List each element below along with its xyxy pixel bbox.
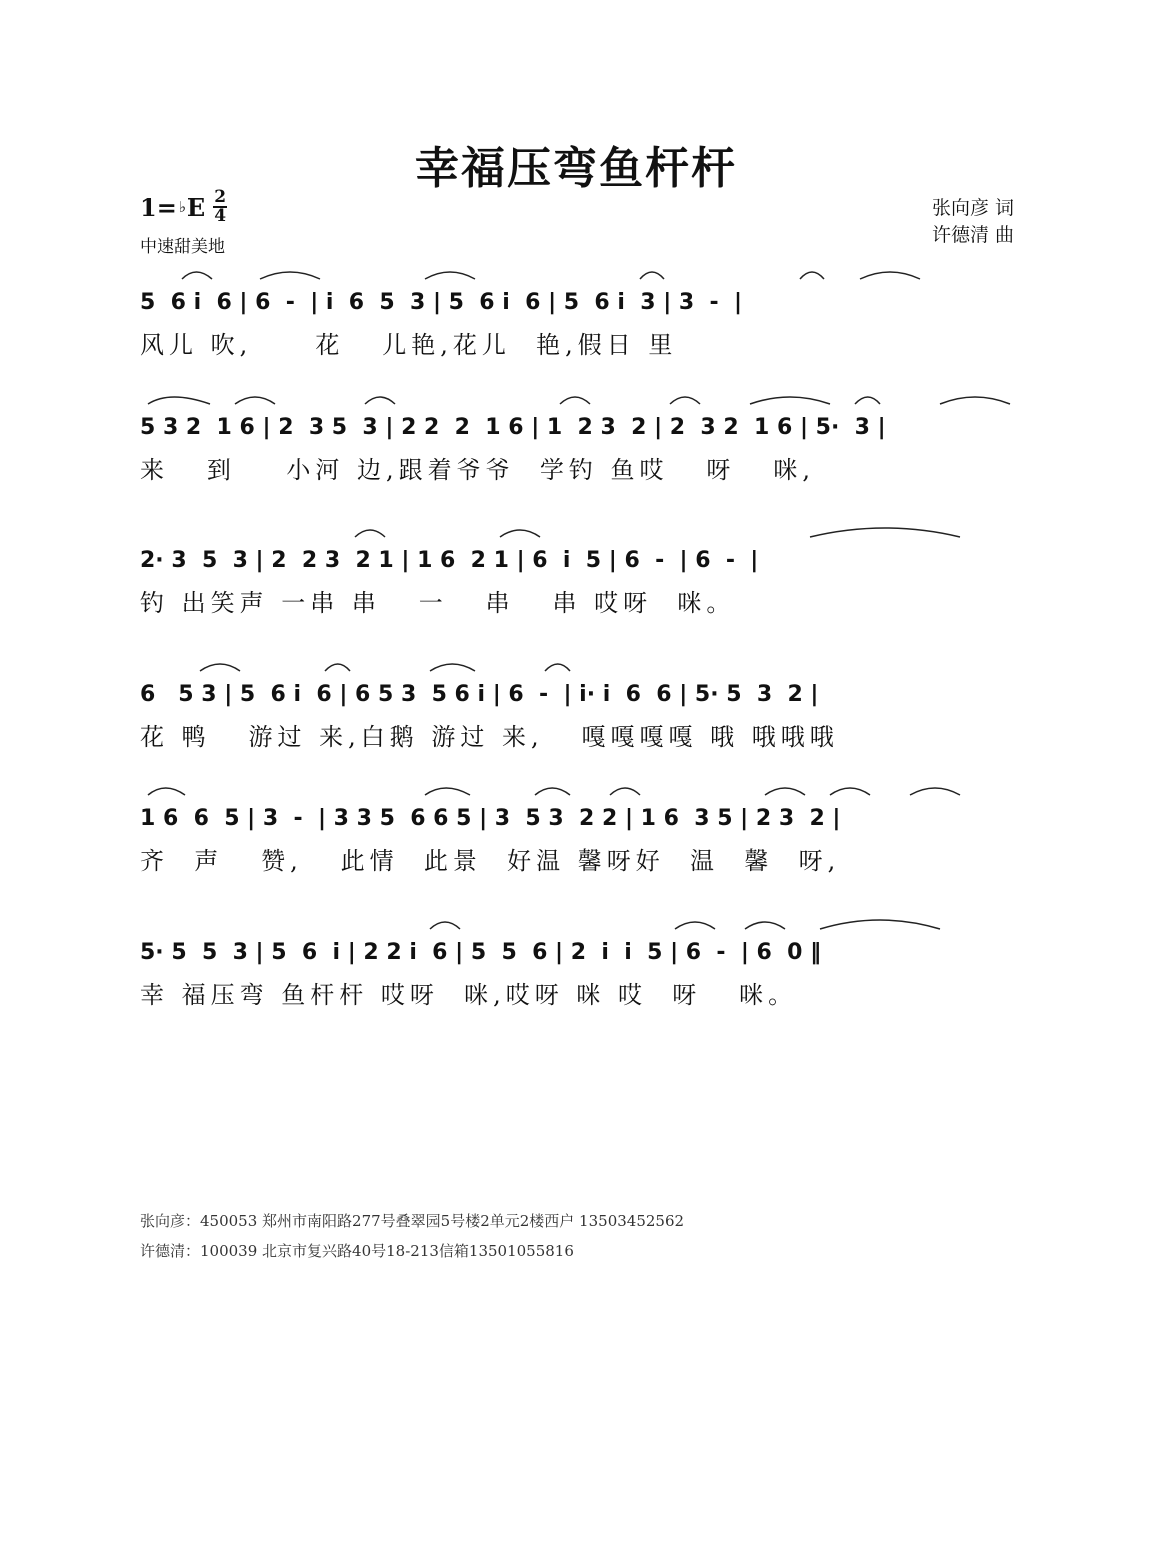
notation-line: 5· 5 5 3 | 5 6 i | 2 2 i 6 | 5 5 6 | 2 i i 5 | 6 - | 6 0 ‖ [140,940,822,965]
notation-line: 1 6 6 5 | 3 - | 3 3 5 6 6 5 | 3 5 3 2 2 | 1 6 3 5 | 2 3 2 | [140,806,841,831]
contact-composer: 许德清：100039 北京市复兴路40号18-213信箱13501055816 [140,1242,574,1260]
slur-marks [140,653,1020,677]
time-top: 2 [214,187,227,207]
composer-credit: 许德清 曲 [931,224,1014,246]
flat-sign: ♭ [178,198,186,216]
score-system-3 [140,541,1020,631]
song-title: 幸福压弯鱼杆杆 [415,143,737,194]
lyrics-line: 花 鸭 游过 来,白鹅 游过 来, 嘎嘎嘎嘎 哦 哦哦哦 [140,723,839,751]
score-system-1 [140,283,1020,373]
score-system-2 [140,408,1020,498]
slur-marks [140,777,1020,801]
time-bottom: 4 [214,206,227,226]
notation-line: 6 5 3 | 5 6 i 6 | 6 5 3 5 6 i | 6 - | i· i 6 6 | 5· 5 3 2 | [140,682,819,707]
slur-marks [140,519,1020,543]
notation-line: 2· 3 5 3 | 2 2 3 2 1 | 1 6 2 1 | 6 i 5 | 6 - | 6 - | [140,548,759,573]
time-signature [213,187,227,226]
score-system-5 [140,799,1020,889]
tempo-marking: 中速甜美地 [140,237,225,257]
lyrics-line: 风儿 吹, 花 儿艳,花儿 艳,假日 里 [140,331,678,359]
lyrics-line: 幸 福压弯 鱼杆杆 哎呀 咪,哎呀 咪 哎 呀 咪。 [140,981,798,1009]
score-system-6 [140,933,1020,1023]
notation-line: 5 6 i 6 | 6 - | i 6 5 3 | 5 6 i 6 | 5 6 i 3 | 3 - | [140,290,742,315]
contact-lyricist: 张向彦：450053 郑州市南阳路277号叠翠园5号楼2单元2楼西户 13503452562 [140,1212,685,1230]
key-prefix: 1= [140,192,177,222]
score-system-4 [140,675,1020,765]
lyrics-line: 齐 声 赞, 此情 此景 好温 馨呀好 温 馨 呀, [140,847,841,875]
lyricist-credit: 张向彦 词 [931,197,1014,219]
slur-marks [140,261,1020,285]
key-signature [140,187,227,226]
key-note: E [186,192,206,222]
lyrics-line: 来 到 小河 边,跟着爷爷 学钓 鱼哎 呀 咪, [140,456,815,484]
lyrics-line: 钓 出笑声 一串 串 一 串 串 哎呀 咪。 [140,589,736,617]
credits [932,195,1014,249]
slur-marks [140,386,1020,410]
slur-marks [140,911,1020,935]
notation-line: 5 3 2 1 6 | 2 3 5 3 | 2 2 2 1 6 | 1 2 3 2 | 2 3 2 1 6 | 5· 3 | [140,415,886,440]
